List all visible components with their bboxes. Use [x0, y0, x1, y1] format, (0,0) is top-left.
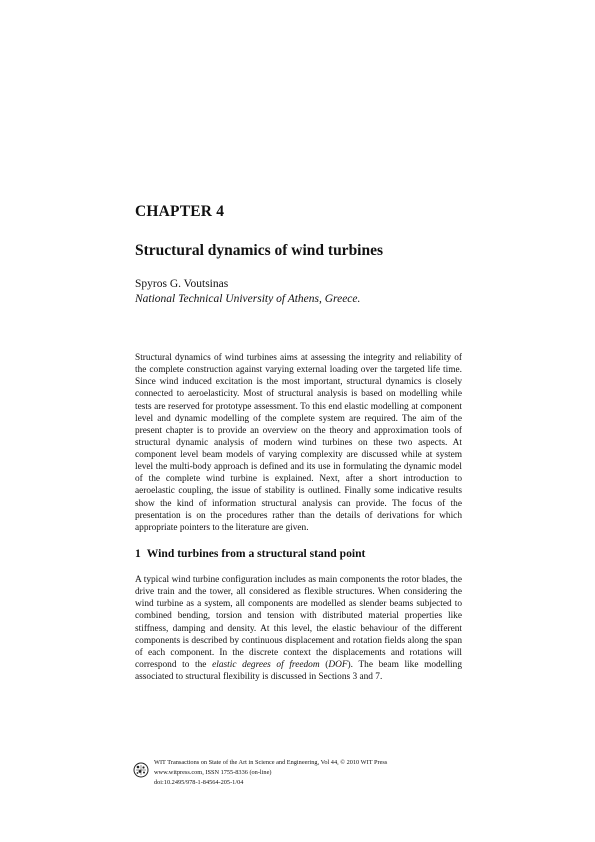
chapter-title: Structural dynamics of wind turbines — [135, 242, 384, 259]
chapter-label: CHAPTER 4 — [135, 203, 225, 220]
author-name: Spyros G. Voutsinas — [135, 278, 229, 290]
abstract: Structural dynamics of wind turbines aims at assessing the integrity and reliability of the complete construction against varying external loading over the targeted life time. Since wind induced excitation is the most important, structural dynamics is closely connected to aeroelasticity. Most of structural analysis is based on modelling while tests are reserved for prototype assessment. To this end elastic modelling at component level and dynamic modelling of the complete system are required. The aim of the present chapter is to provide an overview on the theory and approximation tools of structural dynamic analysis of modern wind turbines on these two aspects. At component level beam models of varying complexity are discussed while at system level the multi-body approach is defined and its use in formulating the dynamic model of the complete wind turbine is explained. Next, after a short introduction to aeroelastic coupling, the issue of stability is outlined. Finally some indicative results show the kind of information structural analysis can provide. The focus of the presentation is on the procedures rather than the details of derivations for which appropriate pointers to the literature are given. — [135, 353, 462, 533]
wit-press-logo-icon — [133, 762, 149, 778]
section-title: Wind turbines from a structural stand point — [146, 547, 366, 560]
section-body-text-2: ( — [319, 659, 329, 670]
section-body-text-1: A typical wind turbine configuration includes as main components the rotor blades, the drive train and the tower, all considered as flexible structures. When considering the wind turbine as a system, all components are modelled as slender beams subjected to combined bending, torsion and tension with distributed material properties like stiffness, damping and density. At this level, the elastic behaviour of the different components is described by continuous displacement and rotation fields along the span of each component. In the discrete context the displacements and rotations will correspond to the — [135, 575, 462, 670]
section-number: 1 — [135, 547, 141, 560]
footer-journal-line: WIT Transactions on State of the Art in Science and Engineering, Vol 44, © 2010 WIT Press — [154, 759, 388, 766]
section-body-emphasis-dof: DOF — [328, 659, 348, 670]
author-affiliation: National Technical University of Athens, Greece. — [135, 293, 361, 305]
section-body-text-3: ). The beam like modelling associated to structural flexibility is discussed in Sections 3 and 7. — [135, 659, 462, 682]
section-heading — [135, 547, 365, 560]
publisher-footer — [133, 758, 473, 798]
section-body — [135, 574, 462, 683]
footer-issn-line: www.witpress.com, ISSN 1755-8336 (on-line) — [154, 769, 272, 776]
footer-doi-line: doi:10.2495/978-1-84564-205-1/04 — [154, 779, 244, 786]
footer-text — [154, 758, 387, 788]
section-body-emphasis: elastic degrees of freedom — [212, 659, 320, 670]
